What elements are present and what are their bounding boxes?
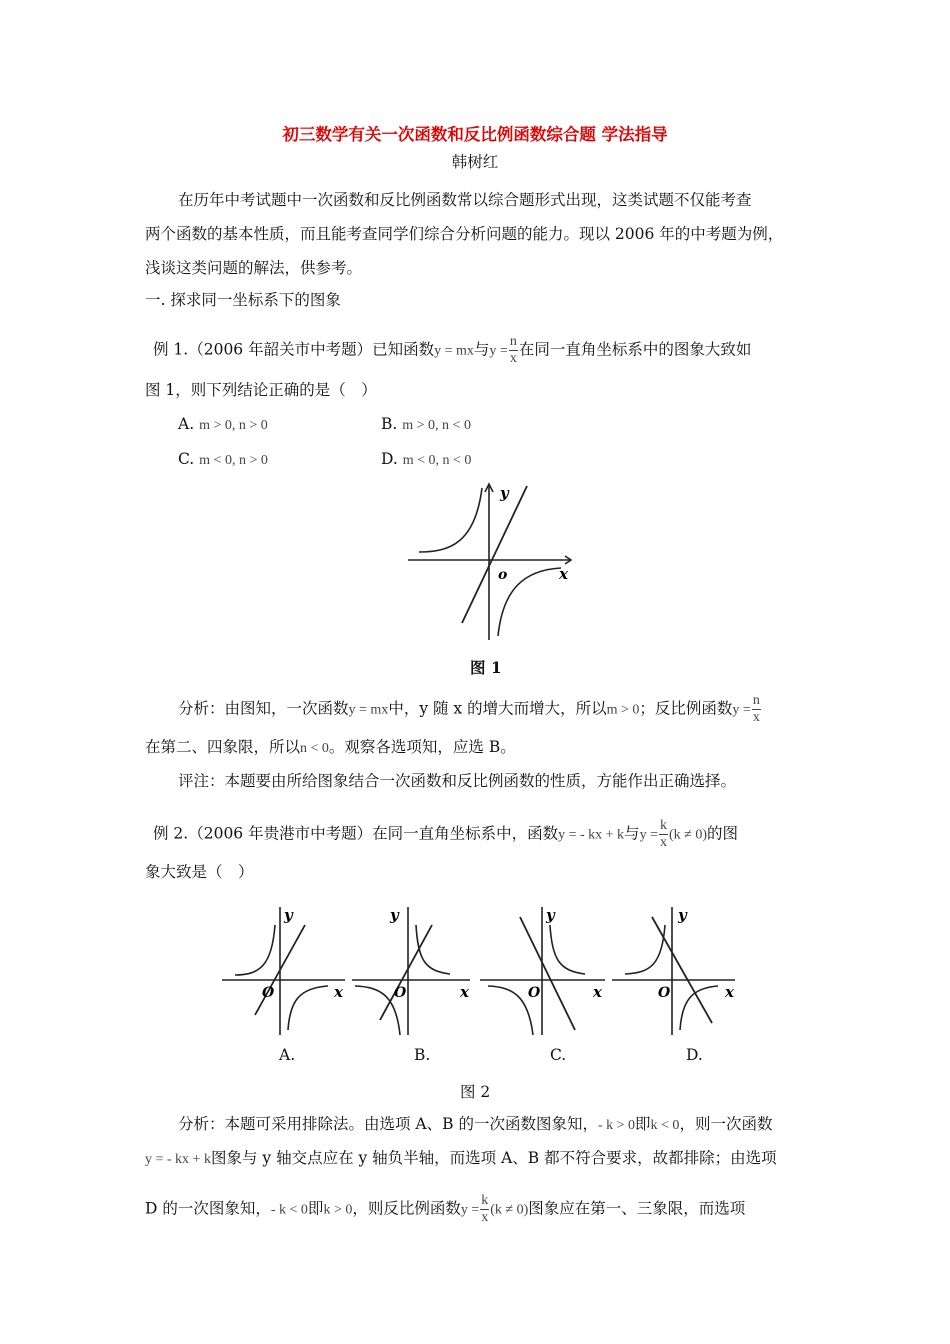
option-b [381, 414, 471, 436]
analysis-2-line-3-text-2: ，则反比例函数 [352, 1199, 461, 1218]
intro-line-3: 浅谈这类问题的解法，供参考。 [145, 259, 363, 277]
example-2-line-2: 象大致是（ ） [145, 863, 254, 881]
formula-condition: (k ≠ 0) [668, 827, 707, 843]
formula-condition: m > 0 [606, 702, 640, 718]
panel-b-x-label: x [460, 983, 469, 1001]
example-1-suffix: 在同一直角坐标系中的图象大致如 [518, 340, 752, 359]
analysis-2-text: 即 [635, 1115, 651, 1133]
panel-b-y-label: y [390, 906, 399, 924]
formula-inverse-left: y = [639, 827, 658, 843]
formula-linear: y = mx [348, 702, 389, 718]
formula-condition: k < 0 [650, 1118, 680, 1133]
panel-c-origin: O [528, 985, 541, 1001]
example-2-prefix: 例 2.（2006 年贵港市中考题）在同一直角坐标系中，函数 [153, 824, 559, 843]
fraction-numerator: n [752, 693, 760, 708]
panel-a-y-label: y [284, 906, 293, 924]
option-a [178, 414, 268, 436]
fraction [752, 693, 761, 726]
example-1-prefix: 例 1.（2006 年韶关市中考题）已知函数 [153, 340, 435, 359]
connector: 与 [473, 340, 490, 359]
panel-d-origin: O [658, 985, 671, 1001]
panel-c-y-label: y [546, 906, 555, 924]
formula-condition: (k ≠ 0) [490, 1202, 529, 1218]
option-d [381, 449, 471, 471]
panel-b-graph [352, 907, 470, 1035]
author: 韩树红 [451, 153, 499, 171]
fraction-numerator: n [509, 334, 517, 349]
panel-c-graph [480, 907, 605, 1035]
panel-d-graph [612, 907, 735, 1035]
panel-d-label: D. [686, 1046, 703, 1064]
panel-c-x-label: x [593, 983, 602, 1001]
fraction-numerator: k [659, 818, 667, 833]
fraction-denominator: x [481, 1210, 489, 1225]
analysis-1-text-2: ；反比例函数 [639, 699, 733, 718]
panel-a-hyperbola-upper [235, 925, 275, 975]
fraction-denominator: x [509, 351, 517, 366]
formula-linear: y = - kx + k [558, 827, 625, 843]
option-d-formula: m < 0, n < 0 [402, 453, 472, 468]
page-title: 初三数学有关一次函数和反比例函数综合题 学法指导 [282, 125, 668, 144]
panel-d-x-label: x [725, 983, 734, 1001]
panel-a-hyperbola-lower [288, 986, 328, 1030]
y-axis-label: y [500, 484, 509, 502]
section-heading: 一. 探求同一坐标系下的图象 [145, 291, 341, 309]
panel-b-label: B. [414, 1046, 431, 1064]
analysis-2-line-3-prefix: D 的一次图象知， [145, 1199, 271, 1218]
comment-1: 评注：本题要由所给图象结合一次函数和反比例函数的性质，方能作出正确选择。 [178, 772, 737, 790]
hyperbola-branch-lower-right [498, 568, 561, 636]
intro-line-1: 在历年中考试题中一次函数和反比例函数常以综合题形式出现，这类试题不仅能考查 [178, 191, 752, 209]
formula-inverse-left: y = [732, 702, 751, 718]
panel-d-y-label: y [678, 906, 687, 924]
analysis-2-line-2 [145, 1148, 777, 1170]
panel-c-label: C. [550, 1046, 567, 1064]
analysis-2-line-3-text: 即 [307, 1199, 324, 1218]
option-c [178, 449, 268, 471]
analysis-1-line-1 [178, 693, 762, 726]
analysis-2-text-2: ，则一次函数 [679, 1115, 773, 1133]
hyperbola-branch-upper-left [419, 488, 482, 552]
panel-c-hyperbola-lower [488, 986, 533, 1035]
figure-2-caption: 图 2 [460, 1083, 491, 1101]
panel-a-x-label: x [334, 983, 343, 1001]
analysis-2-prefix: 分析：本题可采用排除法。由选项 A、B 的一次函数图象知， [178, 1115, 598, 1133]
panel-b-line [380, 925, 432, 1020]
option-c-formula: m < 0, n > 0 [199, 453, 268, 468]
formula-linear: y = mx [434, 343, 474, 359]
intro-line-2: 两个函数的基本性质，而且能考查同学们综合分析问题的能力。现以 2006 年的中考题为例， [145, 225, 784, 243]
analysis-1-line-2-suffix: 。观察各选项知，应选 B。 [328, 738, 516, 756]
panel-b-hyperbola-upper [416, 925, 450, 974]
panel-c-hyperbola-upper [550, 925, 585, 974]
example-1-line-2: 图 1，则下列结论正确的是（ ） [145, 381, 377, 399]
example-2-suffix: 的图 [706, 824, 738, 843]
formula-inverse-left: y = [460, 1202, 480, 1218]
figure-1 [405, 478, 585, 648]
formula-condition: n < 0 [300, 741, 329, 756]
example-1-line-1 [153, 334, 751, 367]
example-2-line-1 [153, 818, 738, 851]
fraction [659, 818, 668, 851]
formula-condition: k > 0 [323, 1202, 353, 1218]
figure-1-caption: 图 1 [470, 658, 502, 677]
analysis-1-prefix: 分析：由图知，一次函数 [178, 699, 349, 718]
option-b-label: B. [381, 415, 398, 433]
fraction-denominator: x [659, 835, 667, 850]
option-b-formula: m > 0, n < 0 [402, 418, 471, 433]
origin-label: o [498, 567, 508, 583]
figure-2 [220, 895, 740, 1045]
x-axis-label: x [559, 565, 568, 583]
panel-d-hyperbola-upper [625, 925, 665, 974]
option-a-label: A. [178, 415, 195, 433]
panel-d-line [652, 917, 712, 1023]
panel-a-label: A. [279, 1046, 296, 1064]
panel-b-origin: O [394, 985, 407, 1001]
formula-linear: y = - kx + k [145, 1152, 211, 1167]
linear-function-line [462, 486, 527, 623]
panel-d-hyperbola-lower [680, 986, 718, 1030]
analysis-2-line-1 [178, 1114, 772, 1136]
analysis-2-line-3-suffix: 图象应在第一、三象限，而选项 [528, 1199, 746, 1218]
formula-condition: - k < 0 [270, 1202, 308, 1218]
fraction [480, 1193, 489, 1226]
option-a-formula: m > 0, n > 0 [199, 418, 268, 433]
connector: 与 [624, 824, 640, 843]
analysis-1-line-2-prefix: 在第二、四象限，所以 [145, 738, 301, 756]
fraction-numerator: k [481, 1193, 489, 1208]
fraction-denominator: x [752, 710, 760, 725]
panel-a-origin: O [262, 985, 275, 1001]
formula-condition: - k > 0 [597, 1118, 636, 1133]
option-d-label: D. [381, 450, 398, 468]
option-c-label: C. [178, 450, 195, 468]
analysis-2-line-3 [145, 1193, 745, 1226]
analysis-2-line-2-text: 图象与 y 轴交点应在 y 轴负半轴，而选项 A、B 都不符合要求，故都排除；由选项 [210, 1149, 777, 1167]
analysis-1-text: 中，y 随 x 的增大而增大，所以 [388, 699, 607, 718]
analysis-1-line-2 [145, 737, 516, 759]
panel-a-graph [222, 907, 345, 1035]
fraction [509, 334, 518, 367]
formula-inverse-left: y = [489, 343, 508, 359]
